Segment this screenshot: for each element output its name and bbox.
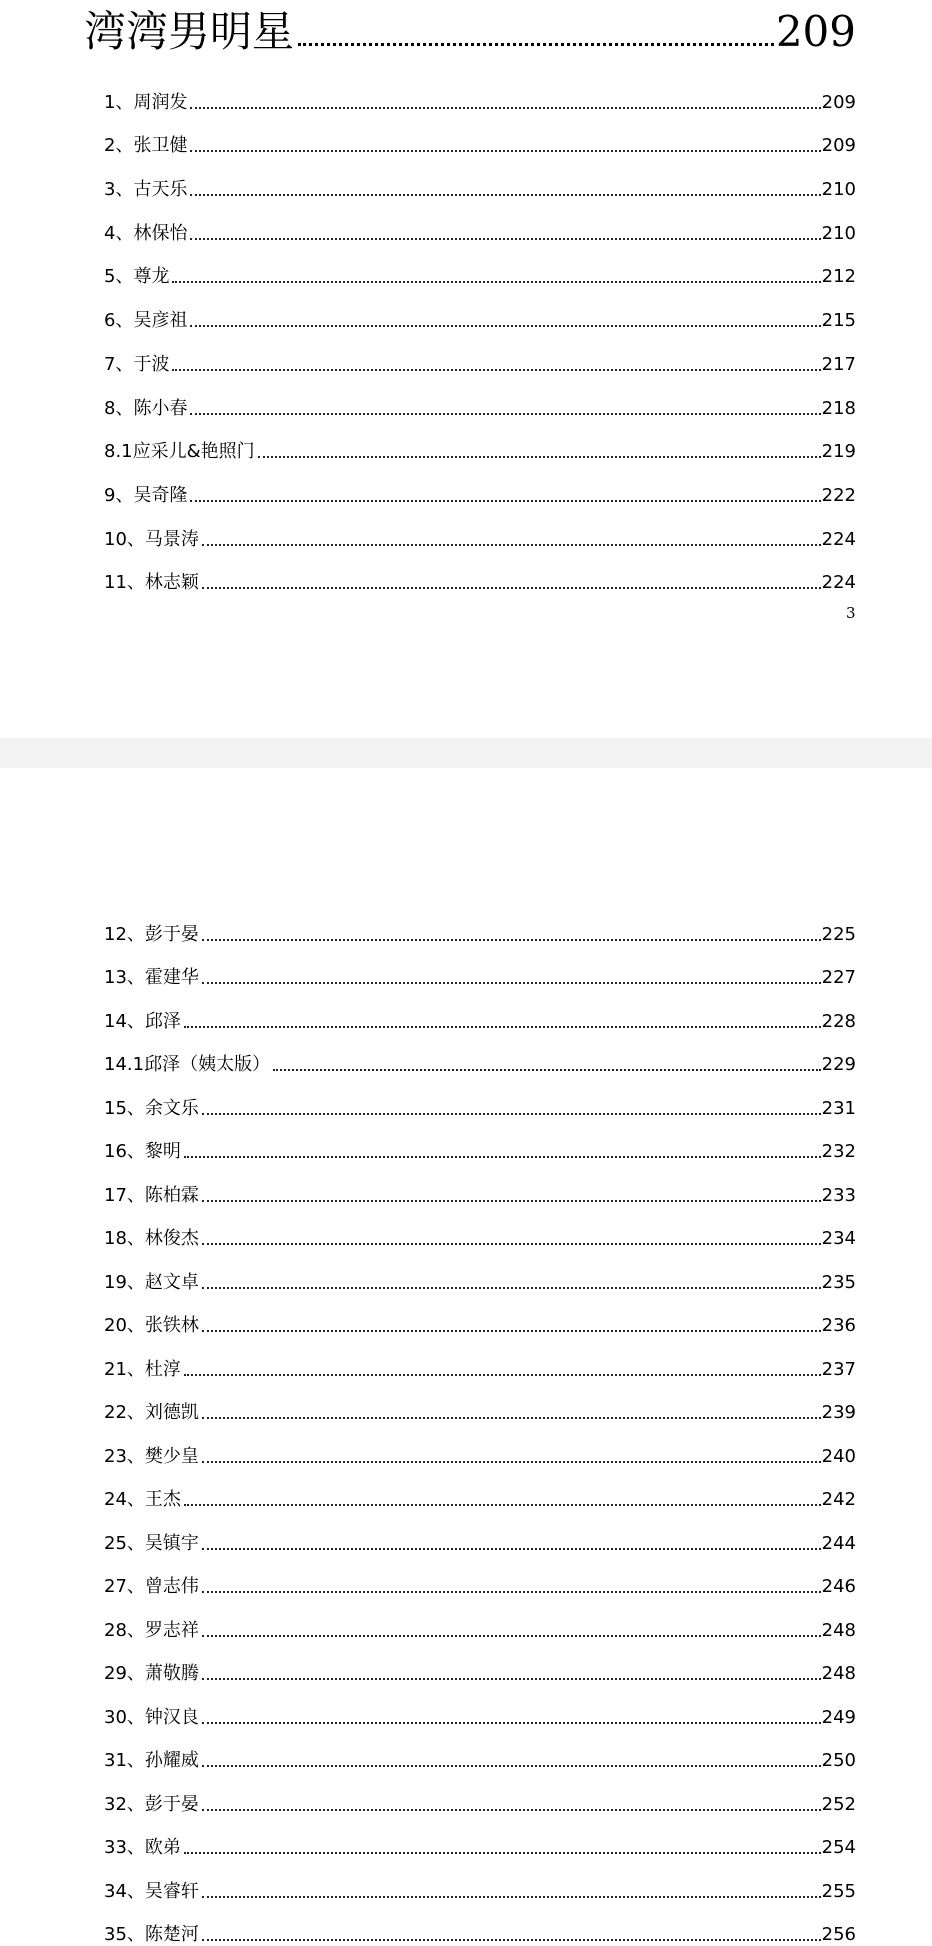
dot-leader [202, 1765, 821, 1767]
toc-entry-title: 27、曾志伟 [104, 1576, 199, 1598]
toc-entry-page: 215 [822, 310, 856, 332]
dot-leader [202, 1896, 821, 1898]
toc-entry-page: 229 [822, 1054, 856, 1076]
dot-leader [202, 1243, 821, 1245]
toc-entry-title: 19、赵文卓 [104, 1272, 199, 1294]
toc-entry[interactable] [104, 989, 856, 1033]
toc-entry-title: 13、霍建华 [104, 967, 199, 989]
toc-entry-page: 212 [822, 266, 856, 288]
toc-entry[interactable] [104, 551, 856, 595]
dot-leader [184, 1504, 821, 1506]
toc-entry-page: 218 [822, 398, 856, 420]
toc-entry-title: 15、余文乐 [104, 1098, 199, 1120]
toc-entry[interactable] [104, 1598, 856, 1642]
dot-leader [202, 1548, 821, 1550]
toc-entry-page: 255 [822, 1881, 856, 1903]
toc-entry-page: 244 [822, 1533, 856, 1555]
toc-entry-page: 209 [822, 92, 856, 114]
toc-entry-title: 17、陈柏霖 [104, 1185, 199, 1207]
toc-entry-page: 217 [822, 354, 856, 376]
toc-entry-page: 248 [822, 1620, 856, 1642]
toc-entry[interactable] [104, 1816, 856, 1860]
toc-entry[interactable] [104, 507, 856, 551]
toc-entry-page: 248 [822, 1663, 856, 1685]
toc-entry-title: 7、于波 [104, 354, 169, 376]
toc-entry-page: 222 [822, 485, 856, 507]
toc-entry[interactable] [104, 420, 856, 464]
toc-entry[interactable] [104, 376, 856, 420]
toc-entry[interactable] [104, 332, 856, 376]
toc-entry-page: 227 [822, 967, 856, 989]
dot-leader [298, 43, 774, 46]
toc-entry-title: 22、刘德凯 [104, 1402, 199, 1424]
toc-entry-page: 235 [822, 1272, 856, 1294]
dot-leader [202, 939, 821, 941]
dot-leader [190, 500, 820, 502]
page-number: 3 [846, 604, 856, 622]
toc-entry[interactable] [104, 1555, 856, 1599]
toc-entry[interactable] [104, 1729, 856, 1773]
toc-entry-title: 23、樊少皇 [104, 1446, 199, 1468]
toc-entry-title: 34、吴睿轩 [104, 1881, 199, 1903]
toc-entry-page: 242 [822, 1489, 856, 1511]
dot-leader [190, 413, 820, 415]
toc-entry[interactable] [104, 1120, 856, 1164]
document-page-2 [0, 768, 932, 1935]
toc-entry-title: 3、古天乐 [104, 179, 187, 201]
toc-entry[interactable] [104, 1250, 856, 1294]
toc-entry-title: 31、孙耀威 [104, 1750, 199, 1772]
toc-entry-title: 14.1邱泽（姨太版） [104, 1054, 270, 1076]
toc-entry[interactable] [104, 1903, 856, 1946]
dot-leader [273, 1069, 821, 1071]
toc-entry-page: 240 [822, 1446, 856, 1468]
toc-entry-page: 225 [822, 924, 856, 946]
toc-entry[interactable] [104, 1685, 856, 1729]
toc-entry-page: 234 [822, 1228, 856, 1250]
dot-leader [190, 150, 820, 152]
toc-entry-page: 231 [822, 1098, 856, 1120]
dot-leader [202, 1200, 821, 1202]
toc-entry-title: 21、杜淳 [104, 1359, 181, 1381]
dot-leader [190, 238, 820, 240]
toc-entry-title: 9、吴奇隆 [104, 485, 187, 507]
dot-leader [202, 1417, 821, 1419]
toc-entry[interactable] [104, 1424, 856, 1468]
toc-entry-title: 30、钟汉良 [104, 1707, 199, 1729]
chapter-page-number: 209 [776, 8, 856, 56]
toc-entry-page: 228 [822, 1011, 856, 1033]
toc-entry[interactable] [104, 1772, 856, 1816]
dot-leader [202, 587, 821, 589]
dot-leader [202, 1678, 821, 1680]
dot-leader [184, 1374, 821, 1376]
dot-leader [202, 1939, 821, 1941]
toc-entry-title: 10、马景涛 [104, 529, 199, 551]
toc-entry-title: 28、罗志祥 [104, 1620, 199, 1642]
toc-entry-title: 20、张铁林 [104, 1315, 199, 1337]
chapter-heading[interactable] [84, 0, 856, 56]
dot-leader [202, 1113, 821, 1115]
toc-entry-title: 16、黎明 [104, 1141, 181, 1163]
toc-entry-title: 6、吴彦祖 [104, 310, 187, 332]
toc-entry-title: 29、萧敬腾 [104, 1663, 199, 1685]
toc-entry[interactable] [104, 201, 856, 245]
toc-entry-title: 14、邱泽 [104, 1011, 181, 1033]
toc-entry-page: 246 [822, 1576, 856, 1598]
toc-entry-page: 252 [822, 1794, 856, 1816]
toc-entry[interactable] [104, 1381, 856, 1425]
toc-entry[interactable] [104, 1511, 856, 1555]
toc-entry-page: 256 [822, 1924, 856, 1946]
toc-entry[interactable] [104, 1163, 856, 1207]
toc-list [104, 902, 856, 1946]
toc-entry[interactable] [104, 1859, 856, 1903]
toc-entry-title: 35、陈楚河 [104, 1924, 199, 1946]
dot-leader [202, 1287, 821, 1289]
dot-leader [190, 194, 820, 196]
toc-entry[interactable] [104, 1207, 856, 1251]
toc-entry[interactable] [104, 1337, 856, 1381]
toc-entry-page: 237 [822, 1359, 856, 1381]
toc-entry[interactable] [104, 245, 856, 289]
toc-entry[interactable] [104, 157, 856, 201]
dot-leader [190, 107, 820, 109]
toc-entry[interactable] [104, 1033, 856, 1077]
toc-entry[interactable] [104, 902, 856, 946]
dot-leader [190, 325, 820, 327]
toc-entry-title: 25、吴镇宇 [104, 1533, 199, 1555]
toc-entry-title: 5、尊龙 [104, 266, 169, 288]
toc-entry-title: 2、张卫健 [104, 135, 187, 157]
toc-entry-page: 250 [822, 1750, 856, 1772]
toc-entry-title: 8.1应采儿&艳照门 [104, 441, 255, 463]
toc-entry[interactable] [104, 114, 856, 158]
toc-entry-title: 8、陈小春 [104, 398, 187, 420]
dot-leader [172, 369, 820, 371]
dot-leader [172, 281, 820, 283]
toc-entry-page: 232 [822, 1141, 856, 1163]
toc-entry-page: 209 [822, 135, 856, 157]
toc-entry-page: 254 [822, 1837, 856, 1859]
toc-entry-title: 11、林志颖 [104, 572, 199, 594]
toc-entry-title: 32、彭于晏 [104, 1794, 199, 1816]
dot-leader [202, 1591, 821, 1593]
dot-leader [184, 1156, 821, 1158]
dot-leader [184, 1026, 821, 1028]
toc-entry-title: 24、王杰 [104, 1489, 181, 1511]
chapter-title: 湾湾男明星 [84, 8, 294, 56]
toc-entry-title: 12、彭于晏 [104, 924, 199, 946]
toc-entry-title: 4、林保怡 [104, 223, 187, 245]
toc-entry[interactable] [104, 1468, 856, 1512]
toc-entry[interactable] [104, 463, 856, 507]
dot-leader [202, 1330, 821, 1332]
toc-entry[interactable] [104, 288, 856, 332]
toc-entry-page: 233 [822, 1185, 856, 1207]
toc-entry-page: 219 [822, 441, 856, 463]
toc-entry-title: 33、欧弟 [104, 1837, 181, 1859]
dot-leader [202, 1722, 821, 1724]
toc-entry[interactable] [104, 1076, 856, 1120]
toc-entry-page: 210 [822, 179, 856, 201]
toc-entry-page: 224 [822, 572, 856, 594]
toc-entry-title: 18、林俊杰 [104, 1228, 199, 1250]
toc-entry-page: 224 [822, 529, 856, 551]
dot-leader [202, 1461, 821, 1463]
dot-leader [202, 1809, 821, 1811]
toc-entry[interactable] [104, 70, 856, 114]
toc-entry-page: 236 [822, 1315, 856, 1337]
dot-leader [184, 1852, 821, 1854]
toc-entry-page: 249 [822, 1707, 856, 1729]
toc-entry-page: 210 [822, 223, 856, 245]
toc-entry-page: 239 [822, 1402, 856, 1424]
dot-leader [202, 1635, 821, 1637]
toc-entry-title: 1、周润发 [104, 92, 187, 114]
toc-list [104, 70, 856, 594]
document-page-1 [0, 0, 932, 738]
toc-entry[interactable] [104, 946, 856, 990]
dot-leader [202, 544, 821, 546]
dot-leader [202, 982, 821, 984]
page-separator [0, 738, 932, 768]
toc-entry[interactable] [104, 1642, 856, 1686]
dot-leader [258, 456, 821, 458]
toc-entry[interactable] [104, 1294, 856, 1338]
